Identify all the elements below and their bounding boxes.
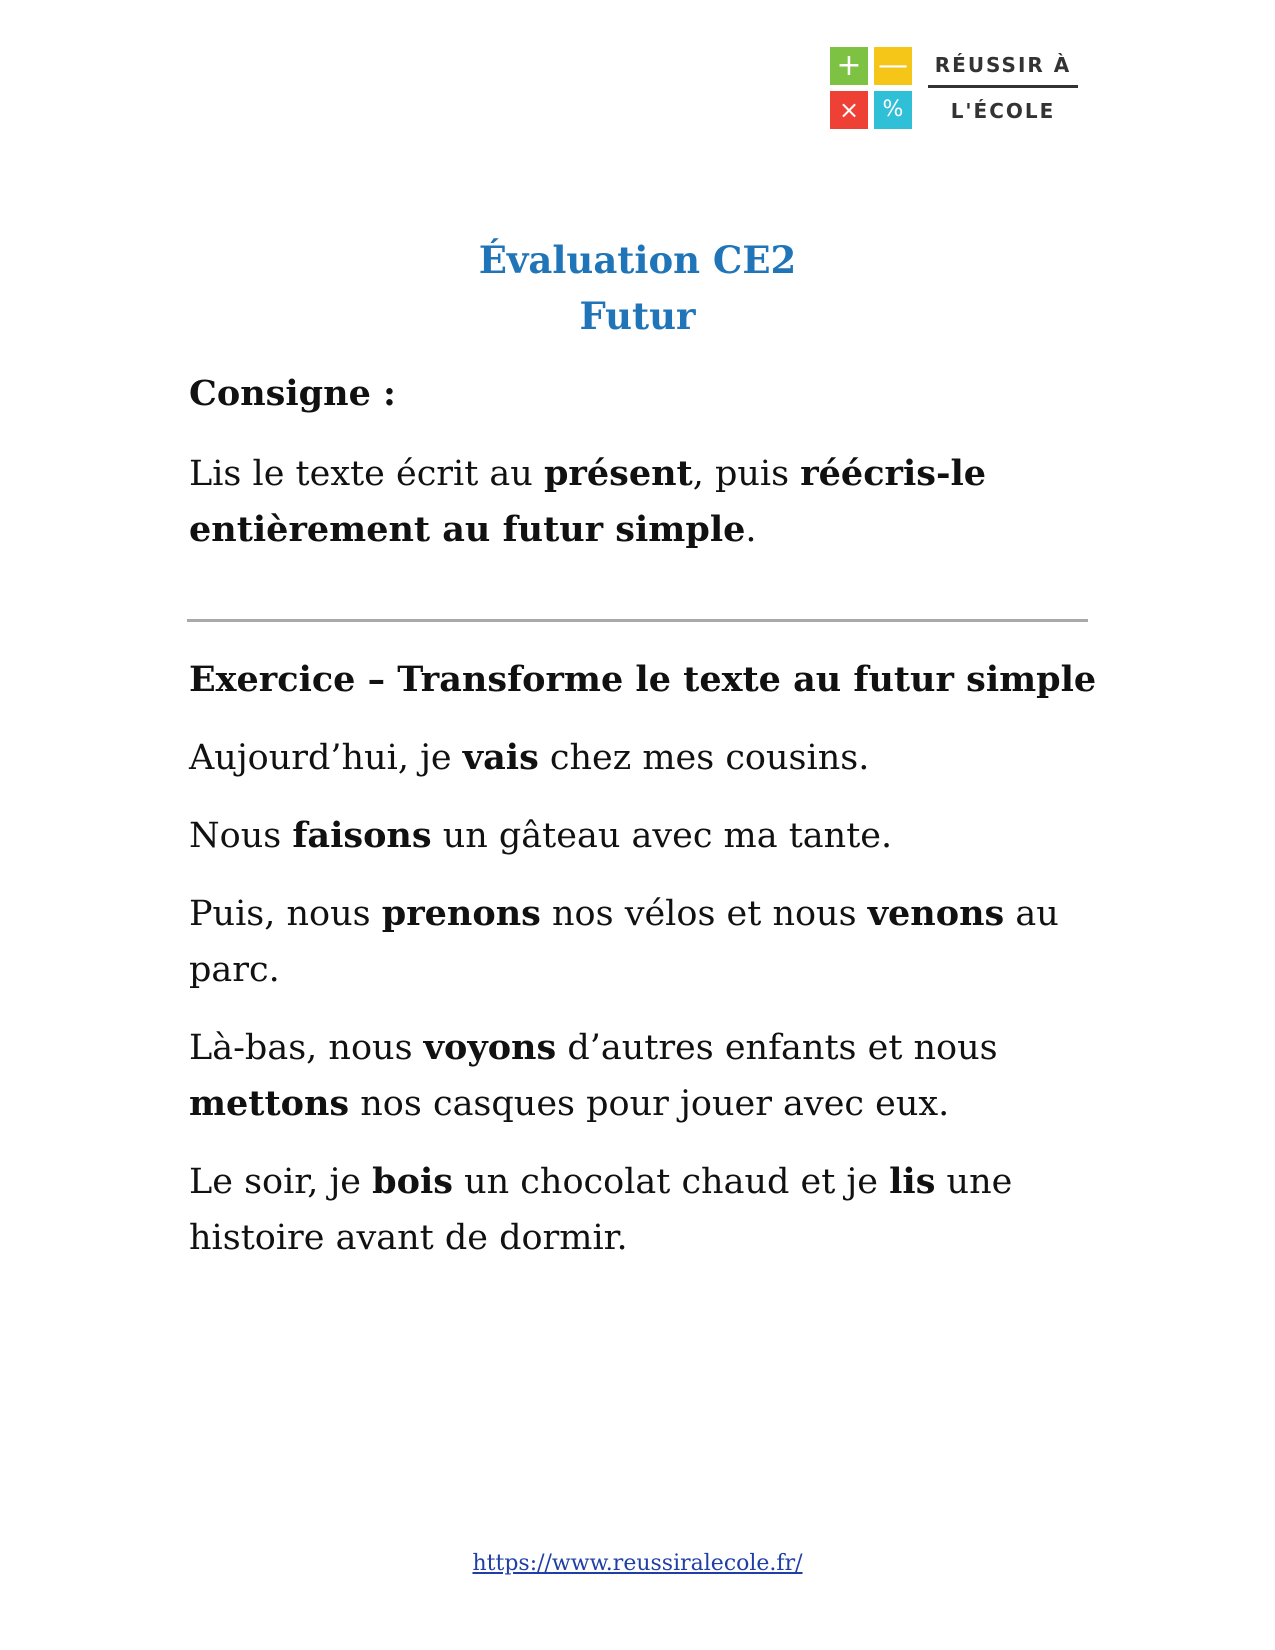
page-subtitle: Futur [579,294,696,338]
logo [830,47,1080,129]
verb: bois [372,1161,453,1202]
sentence-part: Nous [189,816,293,856]
minus-icon: — [874,47,912,85]
exercise-heading: Exercice – Transforme le texte au futur simple [189,659,1097,700]
consigne-part: Lis le texte écrit au [189,454,544,494]
verb: mettons [189,1083,350,1124]
consigne-part: . [745,510,757,550]
verb: voyons [423,1027,557,1068]
exercise-sentence [189,730,1089,786]
sentence-part: Le soir, je [189,1162,373,1202]
percent-icon: % [874,91,912,129]
logo-line-1: RÉUSSIR À [934,53,1072,77]
logo-wordmark [928,47,1078,129]
sentence-part: Aujourd’hui, je [189,738,463,778]
plus-icon: + [830,47,868,85]
verb: prenons [381,893,541,934]
sentence-part: au parc. [189,894,1059,990]
verb: faisons [292,815,432,856]
verb: venons [867,893,1005,934]
sentence-part: nos vélos et nous [540,894,868,934]
consigne-text [189,446,1089,558]
website-link[interactable]: https://www.reussiralecole.fr/ [472,1551,803,1576]
logo-divider [928,85,1078,88]
consigne-keyword: présent [543,453,693,494]
section-divider [187,619,1088,622]
exercise-sentence [189,886,1089,998]
footer [0,1549,1275,1579]
sentence-part: d’autres enfants et nous [556,1028,998,1068]
sentence-part: Puis, nous [189,894,382,934]
exercise-sentence [189,1020,1089,1132]
consigne-keyword: réécris-le entièrement au futur simple [189,453,987,550]
sentence-part: chez mes cousins. [538,738,870,778]
times-icon: × [830,91,868,129]
verb: lis [889,1161,936,1202]
sentence-part: Là-bas, nous [189,1028,424,1068]
logo-line-2: L'ÉCOLE [950,99,1056,123]
verb: vais [462,737,539,778]
consigne-heading: Consigne : [189,373,396,414]
logo-grid [830,47,912,129]
sentence-part: nos casques pour jouer avec eux. [349,1084,950,1124]
sentence-part: un gâteau avec ma tante. [431,816,893,856]
sentence-part: une histoire avant de dormir. [189,1162,1013,1258]
consigne-part: , puis [692,454,801,494]
page-title: Évaluation CE2 [478,238,797,282]
sentence-part: un chocolat chaud et je [452,1162,890,1202]
exercise-sentence [189,1154,1089,1266]
exercise-sentence [189,808,1089,864]
